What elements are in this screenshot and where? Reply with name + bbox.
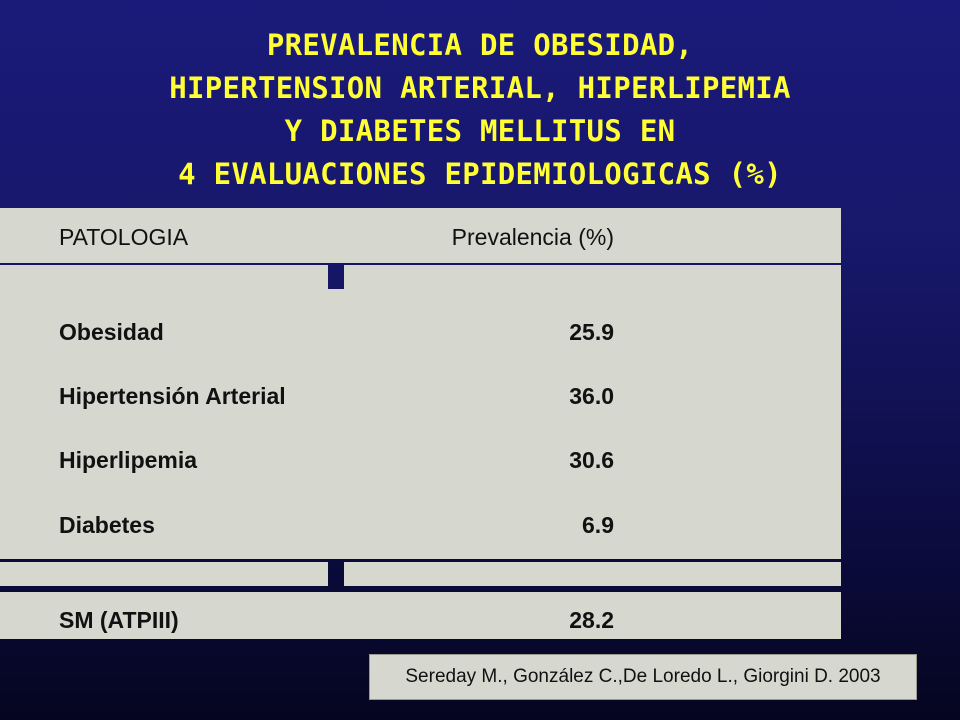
title-line-4: 4 EVALUACIONES EPIDEMIOLOGICAS (%) <box>178 157 782 191</box>
row-label-obesidad: Obesidad <box>59 319 164 345</box>
title-line-1: PREVALENCIA DE OBESIDAD, <box>266 28 694 62</box>
citation-text: Sereday M., González C.,De Loredo L., Giorgini D. 2003 <box>405 666 881 687</box>
row-label-diabetes: Diabetes <box>59 512 155 538</box>
column-header-condition: PATOLOGIA <box>59 224 189 250</box>
row-label-hiperlipemia: Hiperlipemia <box>59 447 198 473</box>
table-spacer-left <box>0 265 328 289</box>
table-spacer-right <box>344 562 841 586</box>
table-spacer-left <box>0 562 328 586</box>
title-line-3: Y DIABETES MELLITUS EN <box>284 114 676 148</box>
citation-box <box>369 654 917 700</box>
row-label-hipertension: Hipertensión Arterial <box>59 383 286 409</box>
row-value-hiperlipemia: 30.6 <box>569 447 614 473</box>
summary-row-label: SM (ATPIII) <box>59 607 179 633</box>
row-value-obesidad: 25.9 <box>569 319 614 345</box>
summary-row-value: 28.2 <box>569 607 614 633</box>
column-header-prevalence: Prevalencia (%) <box>451 224 614 250</box>
title-line-2: HIPERTENSION ARTERIAL, HIPERLIPEMIA <box>169 71 791 105</box>
row-value-hipertension: 36.0 <box>569 383 614 409</box>
slide-title <box>0 24 960 196</box>
row-value-diabetes: 6.9 <box>582 512 614 538</box>
table-spacer-right <box>344 265 841 289</box>
